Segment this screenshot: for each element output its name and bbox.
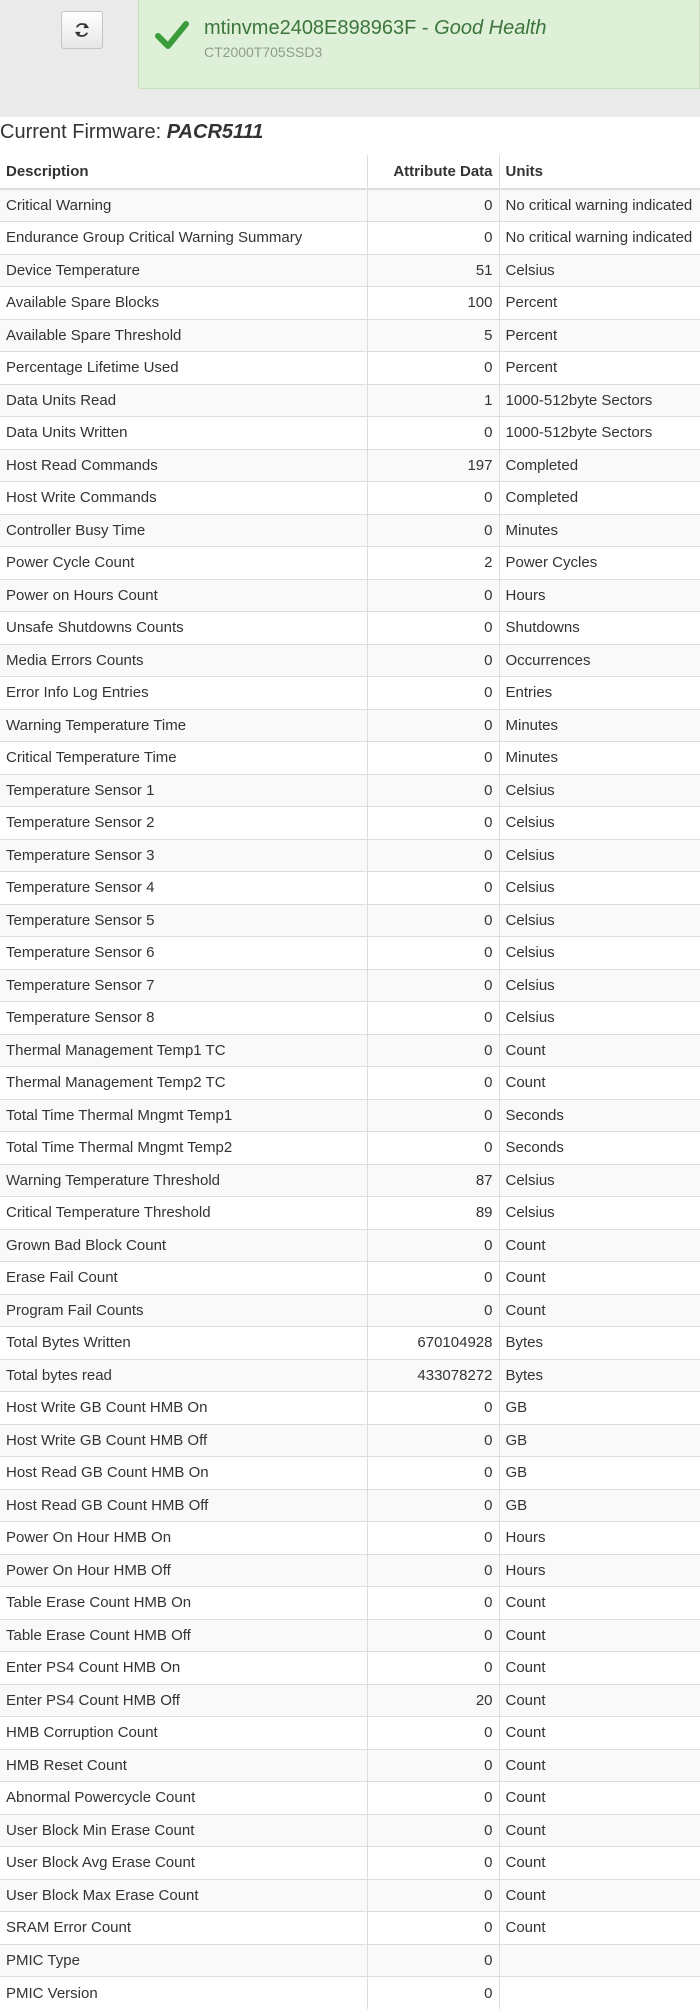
table-row: [0, 1749, 700, 1782]
cell-units: Occurrences: [499, 644, 700, 677]
cell-units: Count: [499, 1229, 700, 1262]
cell-units: Count: [499, 1034, 700, 1067]
table-row: [0, 1197, 700, 1230]
cell-attribute-data: 0: [367, 774, 499, 807]
table-row: [0, 1229, 700, 1262]
cell-description: Temperature Sensor 5: [0, 904, 367, 937]
cell-units: Count: [499, 1717, 700, 1750]
cell-description: User Block Avg Erase Count: [0, 1847, 367, 1880]
cell-units: Bytes: [499, 1359, 700, 1392]
cell-attribute-data: 1: [367, 384, 499, 417]
cell-description: Critical Warning: [0, 189, 367, 222]
cell-attribute-data: 0: [367, 904, 499, 937]
cell-units: Celsius: [499, 774, 700, 807]
cell-units: Power Cycles: [499, 547, 700, 580]
cell-units: Count: [499, 1652, 700, 1685]
cell-description: Host Write GB Count HMB On: [0, 1392, 367, 1425]
table-row: [0, 1099, 700, 1132]
table-row: [0, 417, 700, 450]
cell-description: Host Read GB Count HMB Off: [0, 1489, 367, 1522]
cell-description: Total Time Thermal Mngmt Temp2: [0, 1132, 367, 1165]
table-row: [0, 1002, 700, 1035]
cell-units: Percent: [499, 352, 700, 385]
cell-description: Warning Temperature Time: [0, 709, 367, 742]
cell-description: PMIC Type: [0, 1944, 367, 1977]
health-status: Good Health: [434, 17, 546, 39]
cell-units: Count: [499, 1262, 700, 1295]
column-header-units: Units: [499, 155, 700, 189]
table-row: [0, 872, 700, 905]
cell-description: Data Units Read: [0, 384, 367, 417]
cell-units: Hours: [499, 1522, 700, 1555]
cell-description: Available Spare Threshold: [0, 319, 367, 352]
cell-units: Hours: [499, 1554, 700, 1587]
table-row: [0, 1132, 700, 1165]
cell-attribute-data: 0: [367, 677, 499, 710]
table-row: [0, 1587, 700, 1620]
cell-attribute-data: 89: [367, 1197, 499, 1230]
cell-description: Data Units Written: [0, 417, 367, 450]
cell-attribute-data: 0: [367, 1587, 499, 1620]
cell-attribute-data: 0: [367, 742, 499, 775]
cell-attribute-data: 0: [367, 1034, 499, 1067]
table-row: [0, 514, 700, 547]
cell-units: Minutes: [499, 742, 700, 775]
cell-description: Temperature Sensor 7: [0, 969, 367, 1002]
table-row: [0, 1652, 700, 1685]
table-row: [0, 1977, 700, 2009]
cell-units: Minutes: [499, 709, 700, 742]
cell-units: Celsius: [499, 937, 700, 970]
cell-units: Celsius: [499, 807, 700, 840]
cell-description: HMB Reset Count: [0, 1749, 367, 1782]
cell-description: Power Cycle Count: [0, 547, 367, 580]
cell-attribute-data: 0: [367, 1619, 499, 1652]
cell-units: Count: [499, 1782, 700, 1815]
cell-attribute-data: 0: [367, 969, 499, 1002]
table-header-row: [0, 155, 700, 189]
cell-attribute-data: 0: [367, 352, 499, 385]
table-row: [0, 677, 700, 710]
cell-attribute-data: 0: [367, 1912, 499, 1945]
cell-description: Warning Temperature Threshold: [0, 1164, 367, 1197]
cell-description: Abnormal Powercycle Count: [0, 1782, 367, 1815]
cell-attribute-data: 5: [367, 319, 499, 352]
cell-description: Power On Hour HMB Off: [0, 1554, 367, 1587]
cell-attribute-data: 0: [367, 1879, 499, 1912]
cell-attribute-data: 0: [367, 189, 499, 222]
table-row: [0, 1424, 700, 1457]
cell-attribute-data: 0: [367, 937, 499, 970]
cell-attribute-data: 0: [367, 1522, 499, 1555]
cell-attribute-data: 0: [367, 1847, 499, 1880]
cell-description: Program Fail Counts: [0, 1294, 367, 1327]
cell-attribute-data: 51: [367, 254, 499, 287]
cell-attribute-data: 0: [367, 1067, 499, 1100]
cell-description: Temperature Sensor 2: [0, 807, 367, 840]
cell-units: Celsius: [499, 904, 700, 937]
cell-units: Celsius: [499, 1197, 700, 1230]
title-separator: -: [416, 17, 434, 39]
table-row: [0, 839, 700, 872]
cell-units: Hours: [499, 579, 700, 612]
cell-description: Power On Hour HMB On: [0, 1522, 367, 1555]
table-row: [0, 1619, 700, 1652]
cell-attribute-data: 0: [367, 1229, 499, 1262]
cell-units: GB: [499, 1457, 700, 1490]
cell-description: Total Bytes Written: [0, 1327, 367, 1360]
cell-units: Count: [499, 1879, 700, 1912]
table-row: [0, 1814, 700, 1847]
cell-attribute-data: 0: [367, 872, 499, 905]
table-row: [0, 1944, 700, 1977]
cell-attribute-data: 0: [367, 482, 499, 515]
cell-description: SRAM Error Count: [0, 1912, 367, 1945]
cell-attribute-data: 0: [367, 1489, 499, 1522]
cell-attribute-data: 0: [367, 1457, 499, 1490]
table-row: [0, 319, 700, 352]
table-row: [0, 1359, 700, 1392]
cell-units: Completed: [499, 449, 700, 482]
firmware-line: [0, 121, 263, 144]
cell-attribute-data: 0: [367, 1424, 499, 1457]
cell-description: Error Info Log Entries: [0, 677, 367, 710]
cell-units: Celsius: [499, 839, 700, 872]
table-row: [0, 1327, 700, 1360]
table-row: [0, 254, 700, 287]
cell-attribute-data: 0: [367, 839, 499, 872]
cell-units: Bytes: [499, 1327, 700, 1360]
cell-description: Grown Bad Block Count: [0, 1229, 367, 1262]
cell-units: Count: [499, 1814, 700, 1847]
cell-units: Seconds: [499, 1132, 700, 1165]
cell-description: Host Read GB Count HMB On: [0, 1457, 367, 1490]
cell-units: Count: [499, 1847, 700, 1880]
cell-attribute-data: 433078272: [367, 1359, 499, 1392]
cell-units: Entries: [499, 677, 700, 710]
cell-units: GB: [499, 1424, 700, 1457]
cell-attribute-data: 0: [367, 1392, 499, 1425]
drive-title: [204, 17, 546, 40]
cell-units: Count: [499, 1619, 700, 1652]
table-row: [0, 644, 700, 677]
cell-description: Temperature Sensor 3: [0, 839, 367, 872]
table-row: [0, 904, 700, 937]
cell-description: Total bytes read: [0, 1359, 367, 1392]
cell-units: Count: [499, 1067, 700, 1100]
cell-description: Host Read Commands: [0, 449, 367, 482]
cell-description: Enter PS4 Count HMB On: [0, 1652, 367, 1685]
smart-attributes-table: [0, 155, 700, 2009]
drive-model: CT2000T705SSD3: [204, 44, 322, 60]
cell-description: Host Write GB Count HMB Off: [0, 1424, 367, 1457]
cell-units: [499, 1977, 700, 2009]
table-row: [0, 612, 700, 645]
cell-units: Count: [499, 1294, 700, 1327]
firmware-label: Current Firmware:: [0, 121, 167, 143]
cell-description: User Block Max Erase Count: [0, 1879, 367, 1912]
cell-description: Temperature Sensor 8: [0, 1002, 367, 1035]
table-row: [0, 1034, 700, 1067]
table-row: [0, 1262, 700, 1295]
cell-attribute-data: 0: [367, 1717, 499, 1750]
table-row: [0, 807, 700, 840]
refresh-icon: [73, 21, 91, 39]
cell-units: Minutes: [499, 514, 700, 547]
cell-attribute-data: 0: [367, 579, 499, 612]
cell-units: [499, 1944, 700, 1977]
table-row: [0, 1164, 700, 1197]
cell-units: Count: [499, 1587, 700, 1620]
refresh-button[interactable]: [61, 11, 103, 49]
cell-description: Temperature Sensor 1: [0, 774, 367, 807]
cell-units: Celsius: [499, 1164, 700, 1197]
cell-attribute-data: 0: [367, 612, 499, 645]
cell-attribute-data: 0: [367, 1944, 499, 1977]
table-row: [0, 1067, 700, 1100]
table-row: [0, 709, 700, 742]
cell-description: Power on Hours Count: [0, 579, 367, 612]
cell-attribute-data: 100: [367, 287, 499, 320]
cell-attribute-data: 0: [367, 1814, 499, 1847]
table-row: [0, 579, 700, 612]
table-row: [0, 482, 700, 515]
cell-attribute-data: 0: [367, 1099, 499, 1132]
health-status-panel: [138, 0, 700, 89]
cell-description: User Block Min Erase Count: [0, 1814, 367, 1847]
column-header-attribute-data: Attribute Data: [367, 155, 499, 189]
cell-attribute-data: 0: [367, 1749, 499, 1782]
cell-description: Critical Temperature Time: [0, 742, 367, 775]
table-row: [0, 547, 700, 580]
cell-description: HMB Corruption Count: [0, 1717, 367, 1750]
cell-units: Celsius: [499, 1002, 700, 1035]
cell-units: No critical warning indicated: [499, 222, 700, 255]
cell-attribute-data: 197: [367, 449, 499, 482]
cell-attribute-data: 670104928: [367, 1327, 499, 1360]
table-row: [0, 742, 700, 775]
cell-attribute-data: 20: [367, 1684, 499, 1717]
table-row: [0, 287, 700, 320]
cell-attribute-data: 0: [367, 222, 499, 255]
cell-attribute-data: 0: [367, 1977, 499, 2009]
cell-attribute-data: 0: [367, 1652, 499, 1685]
cell-description: Media Errors Counts: [0, 644, 367, 677]
cell-units: Percent: [499, 287, 700, 320]
cell-description: Table Erase Count HMB On: [0, 1587, 367, 1620]
cell-units: Shutdowns: [499, 612, 700, 645]
cell-attribute-data: 87: [367, 1164, 499, 1197]
table-row: [0, 449, 700, 482]
cell-description: Thermal Management Temp2 TC: [0, 1067, 367, 1100]
cell-units: No critical warning indicated: [499, 189, 700, 222]
cell-attribute-data: 0: [367, 417, 499, 450]
cell-description: PMIC Version: [0, 1977, 367, 2009]
table-row: [0, 1489, 700, 1522]
cell-units: Celsius: [499, 254, 700, 287]
cell-units: Celsius: [499, 969, 700, 1002]
table-row: [0, 774, 700, 807]
cell-description: Thermal Management Temp1 TC: [0, 1034, 367, 1067]
cell-units: Celsius: [499, 872, 700, 905]
table-row: [0, 1457, 700, 1490]
table-row: [0, 1717, 700, 1750]
cell-units: Count: [499, 1749, 700, 1782]
cell-units: GB: [499, 1489, 700, 1522]
cell-description: Unsafe Shutdowns Counts: [0, 612, 367, 645]
table-row: [0, 1294, 700, 1327]
cell-attribute-data: 0: [367, 1262, 499, 1295]
cell-description: Host Write Commands: [0, 482, 367, 515]
cell-description: Temperature Sensor 4: [0, 872, 367, 905]
cell-units: Seconds: [499, 1099, 700, 1132]
cell-units: 1000-512byte Sectors: [499, 384, 700, 417]
cell-description: Device Temperature: [0, 254, 367, 287]
table-row: [0, 969, 700, 1002]
table-row: [0, 937, 700, 970]
cell-description: Enter PS4 Count HMB Off: [0, 1684, 367, 1717]
table-row: [0, 1912, 700, 1945]
cell-attribute-data: 0: [367, 644, 499, 677]
cell-description: Erase Fail Count: [0, 1262, 367, 1295]
table-row: [0, 352, 700, 385]
table-row: [0, 1879, 700, 1912]
cell-attribute-data: 0: [367, 1782, 499, 1815]
cell-description: Table Erase Count HMB Off: [0, 1619, 367, 1652]
table-row: [0, 1522, 700, 1555]
cell-attribute-data: 0: [367, 1294, 499, 1327]
table-row: [0, 222, 700, 255]
cell-units: Completed: [499, 482, 700, 515]
cell-attribute-data: 0: [367, 514, 499, 547]
table-row: [0, 189, 700, 222]
cell-attribute-data: 2: [367, 547, 499, 580]
table-row: [0, 1392, 700, 1425]
cell-attribute-data: 0: [367, 1002, 499, 1035]
cell-units: Count: [499, 1912, 700, 1945]
cell-units: Count: [499, 1684, 700, 1717]
cell-attribute-data: 0: [367, 807, 499, 840]
table-row: [0, 1782, 700, 1815]
cell-units: GB: [499, 1392, 700, 1425]
table-row: [0, 1684, 700, 1717]
cell-description: Controller Busy Time: [0, 514, 367, 547]
cell-attribute-data: 0: [367, 1132, 499, 1165]
table-row: [0, 1554, 700, 1587]
cell-description: Available Spare Blocks: [0, 287, 367, 320]
cell-description: Critical Temperature Threshold: [0, 1197, 367, 1230]
cell-attribute-data: 0: [367, 1554, 499, 1587]
cell-units: Percent: [499, 319, 700, 352]
cell-description: Percentage Lifetime Used: [0, 352, 367, 385]
table-row: [0, 1847, 700, 1880]
column-header-description: Description: [0, 155, 367, 189]
cell-description: Endurance Group Critical Warning Summary: [0, 222, 367, 255]
drive-name: mtinvme2408E898963F: [204, 17, 416, 39]
cell-units: 1000-512byte Sectors: [499, 417, 700, 450]
firmware-version: PACR5111: [167, 121, 264, 143]
table-body: [0, 189, 700, 2009]
cell-attribute-data: 0: [367, 709, 499, 742]
table-row: [0, 384, 700, 417]
check-icon: [155, 20, 189, 50]
cell-description: Total Time Thermal Mngmt Temp1: [0, 1099, 367, 1132]
cell-description: Temperature Sensor 6: [0, 937, 367, 970]
